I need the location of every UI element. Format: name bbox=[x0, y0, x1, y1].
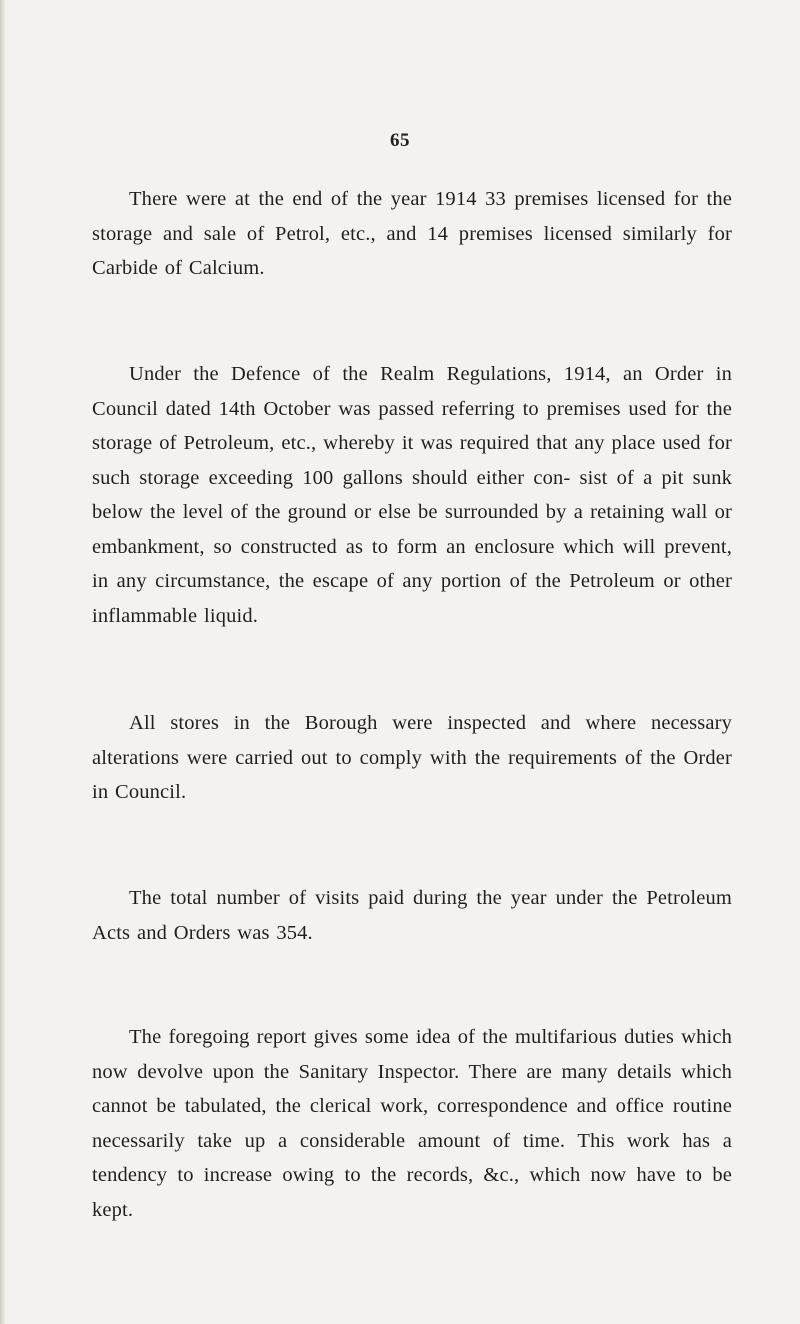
paragraph-visits-total: The total number of visits paid during the year under the Petroleum Acts and Orders was 354. bbox=[92, 887, 732, 944]
paragraph-petrol-licences: There were at the end of the year 1914 33 premises licensed for the storage and sale of Petrol, etc., and 14 premises licensed similarly for Carbide of Calcium. bbox=[92, 188, 732, 279]
paragraph-duties-summary: The foregoing report gives some idea of the multifarious duties which now devolve upon the Sanitary Inspector. There are many details which cannot be tabulated, the clerical work, correspondence and office routine necessarily take up a considerable amount of time. This work has a tendency to increase owing to the records, &c., which now have to be kept. bbox=[92, 1026, 732, 1221]
page-edge-shadow bbox=[0, 0, 6, 1324]
paragraph-defence-regulations: Under the Defence of the Realm Regulations, 1914, an Order in Council dated 14th October was passed referring to premises used for the storage of Petroleum, etc., whereby it was required that any place used for such storage exceeding 100 gallons should either con- sist of a pit sunk below the level of the ground or else be surrounded by a retaining wall or embankment, so constructed as to form an enclosure which will prevent, in any circumstance, the escape of any portion of the Petroleum or other inflammable liquid. bbox=[92, 363, 732, 627]
paragraph-stores-inspected: All stores in the Borough were inspected and where necessary alterations were carried out to comply with the requirements of the Order in Council. bbox=[92, 712, 732, 803]
page-number: 65 bbox=[390, 130, 410, 151]
